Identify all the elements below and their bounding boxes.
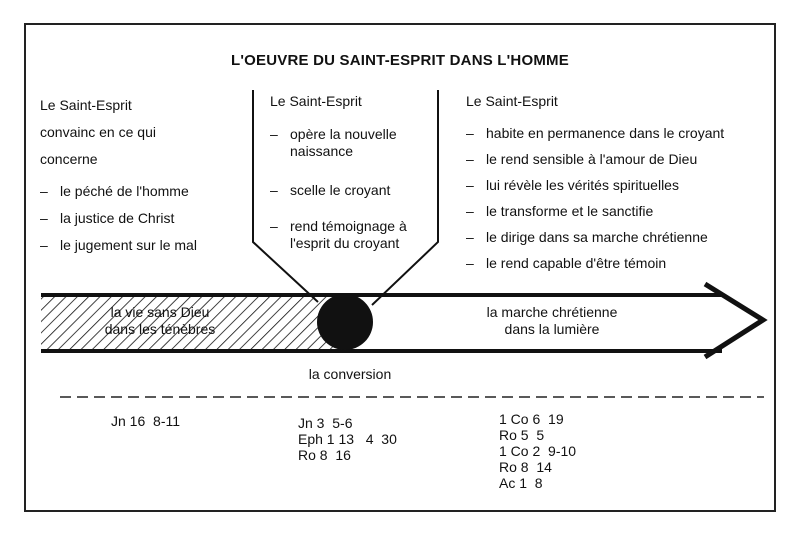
list-item: – le rend sensible à l'amour de Dieu [466,151,698,167]
list-item: – le rend capable d'être témoin [466,255,667,271]
list-item: – opère la nouvelle naissance [270,126,397,159]
column-conviction [40,92,240,254]
scripture-reference: Eph 1 13 4 30 [298,431,397,447]
column-heading: Le Saint-Esprit [270,93,362,109]
column-new-birth [270,88,440,252]
scripture-reference: Ro 5 5 [499,427,545,443]
scripture-reference: Ro 8 14 [499,459,552,475]
list-item: – le péché de l'homme [40,183,189,199]
scripture-reference: Ro 8 16 [298,447,351,463]
column-intro: convainc en ce qui [40,124,156,140]
list-item: – scelle le croyant [270,182,391,198]
diagram-title: L'OEUVRE DU SAINT-ESPRIT DANS L'HOMME [231,52,569,69]
column-intro: concerne [40,151,98,167]
scripture-reference: Jn 16 8-11 [111,413,181,429]
column-heading: Le Saint-Esprit [40,97,132,113]
list-item: – le jugement sur le mal [40,237,197,253]
list-item: – le transforme et le sanctifie [466,203,654,219]
column-christian-walk [466,88,776,276]
column-heading: Le Saint-Esprit [466,93,558,109]
list-item: – habite en permanence dans le croyant [466,125,725,141]
list-item: – la justice de Christ [40,210,175,226]
light-label: la marche chrétienne dans la lumière [486,304,618,337]
scripture-reference: 1 Co 2 9-10 [499,443,577,459]
scripture-reference: Jn 3 5-6 [298,415,353,431]
references-middle [298,415,397,463]
list-item: – rend témoignage à l'esprit du croyant [270,218,407,251]
conversion-circle-icon [317,294,373,350]
list-item: – le dirige dans sa marche chrétienne [466,229,708,245]
conversion-label: la conversion [308,366,392,382]
scripture-reference: 1 Co 6 19 [499,411,564,427]
list-item: – lui révèle les vérités spirituelles [466,177,679,193]
scripture-reference: Ac 1 8 [499,475,543,491]
darkness-label: la vie sans Dieu dans les ténèbres [104,304,216,337]
references-left [111,413,180,429]
references-right [499,411,576,491]
